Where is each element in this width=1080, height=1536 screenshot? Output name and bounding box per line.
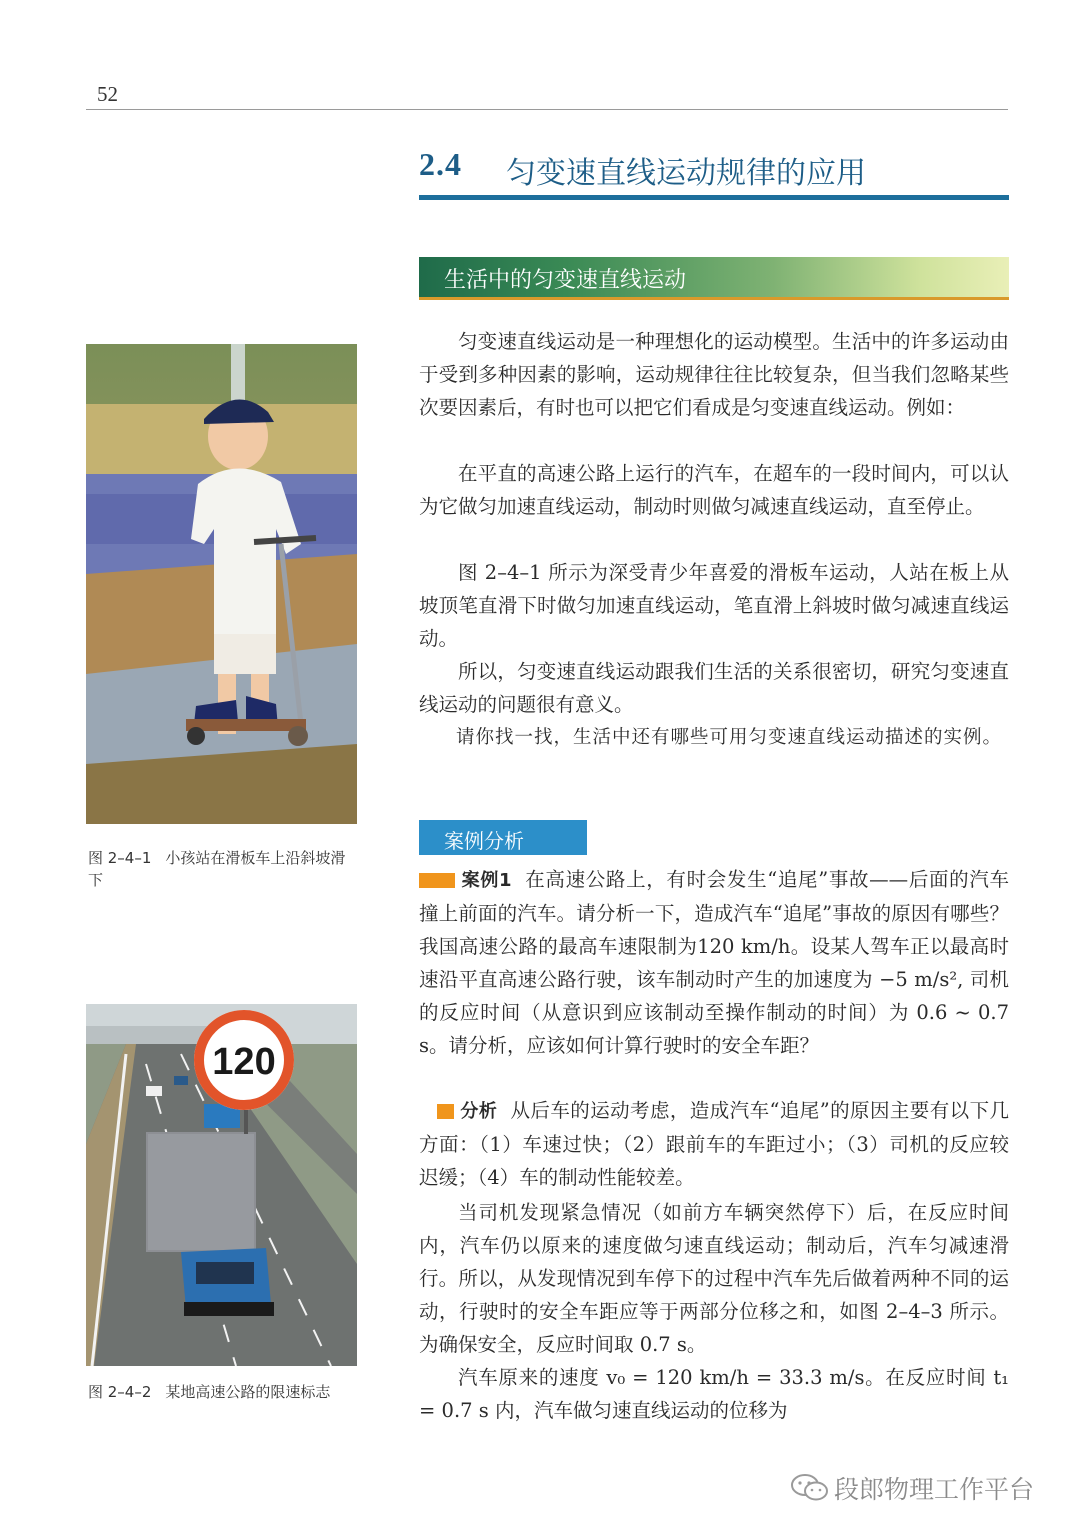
watermark [790,1470,1034,1506]
title-underline [419,195,1009,200]
intro-paragraph-4: 所以，匀变速直线运动跟我们生活的关系很密切，研究匀变速直线运动的问题很有意义。 [419,660,1009,716]
case-1-text: 在高速公路上，有时会发生“追尾”事故——后面的汽车撞上前面的汽车。请分析一下，造成汽车“追尾”事故的原因有哪些？我国高速公路的最高车速限制为120 km/h。设某人驾车正以最高时速沿平直高速公路行驶，该车制动时产生的加速度为 −5 m/s², 司机的反应时间（从意识到应该制动至操作制动的时间）为 0.6 ~ 0.7 s。请分析，应该如何计算行驶时的安全车距？ [419,868,1009,1057]
subsection-title: 生活中的匀变速直线运动 [444,268,687,293]
subsection-underline [419,297,1009,300]
speed-sign-value: 120 [212,1041,276,1083]
case-analysis-title: 案例分析 [444,829,524,853]
analysis-paragraph-2: 当司机发现紧急情况（如前方车辆突然停下）后，在反应时间内，汽车仍以原来的速度做匀速直线运动；制动后，汽车匀减速滑行。所以，从发现情况到车停下的过程中汽车先后做着两种不同的运动，行驶时的安全车距应等于两部分位移之和，如图 2–4–3 所示。为确保安全，反应时间取 0.7 s。 [419,1201,1009,1356]
figure-2-caption-text: 某地高速公路的限速标志 [165,1383,331,1401]
figure-scooter-photo [86,344,357,824]
highway-photo-illustration [86,1004,357,1366]
analysis-paragraph-3: 汽车原来的速度 v₀ = 120 km/h = 33.3 m/s。在反应时间 t₁ = 0.7 s 内，汽车做匀速直线运动的位移为 [419,1366,1009,1422]
watermark-text: 段郎物理工作平台 [834,1475,1035,1504]
figure-highway-photo [86,1004,357,1366]
figure-2-number: 图 2–4–2 [88,1383,152,1401]
figure-1-caption-text: 小孩站在滑板车上沿斜坡滑下 [88,849,346,889]
page-number: 52 [97,82,118,106]
analysis-text: 从后车的运动考虑，造成汽车“追尾”的原因主要有以下几方面：（1）车速过快；（2）跟前车的车距过小；（3）司机的反应较迟缓；（4）车的制动性能较差。 [419,1099,1009,1189]
figure-1-caption [88,847,358,891]
analysis-paragraph [419,1094,1009,1194]
analysis-label: 分析 [460,1101,498,1122]
intro-paragraph-5: 请你找一找，生活中还有哪些可用匀变速直线运动描述的实例。 [456,727,1003,748]
analysis-marker-icon [437,1104,454,1119]
case-1-label: 案例1 [461,870,512,891]
wechat-icon [790,1473,830,1503]
scooter-photo-illustration [86,344,357,824]
intro-paragraph-3: 图 2–4–1 所示为深受青少年喜爱的滑板车运动，人站在板上从坡顶笔直滑下时做匀加速直线运动，笔直滑上斜坡时做匀减速直线运动。 [419,561,1009,650]
section-title: 匀变速直线运动规律的应用 [506,156,866,191]
section-number: 2.4 [419,146,462,182]
header-divider [86,109,1008,110]
case-marker-icon [419,873,455,888]
intro-paragraph-1: 匀变速直线运动是一种理想化的运动模型。生活中的许多运动由于受到多种因素的影响，运动规律往往比较复杂，但当我们忽略某些次要因素后，有时也可以把它们看成是匀变速直线运动。例如： [419,330,1009,419]
intro-paragraph-2: 在平直的高速公路上运行的汽车，在超车的一段时间内，可以认为它做匀加速直线运动，制动时则做匀减速直线运动，直至停止。 [419,462,1009,518]
figure-1-number: 图 2–4–1 [88,849,152,867]
figure-2-caption [88,1381,358,1403]
case-1-paragraph [419,863,1009,1062]
